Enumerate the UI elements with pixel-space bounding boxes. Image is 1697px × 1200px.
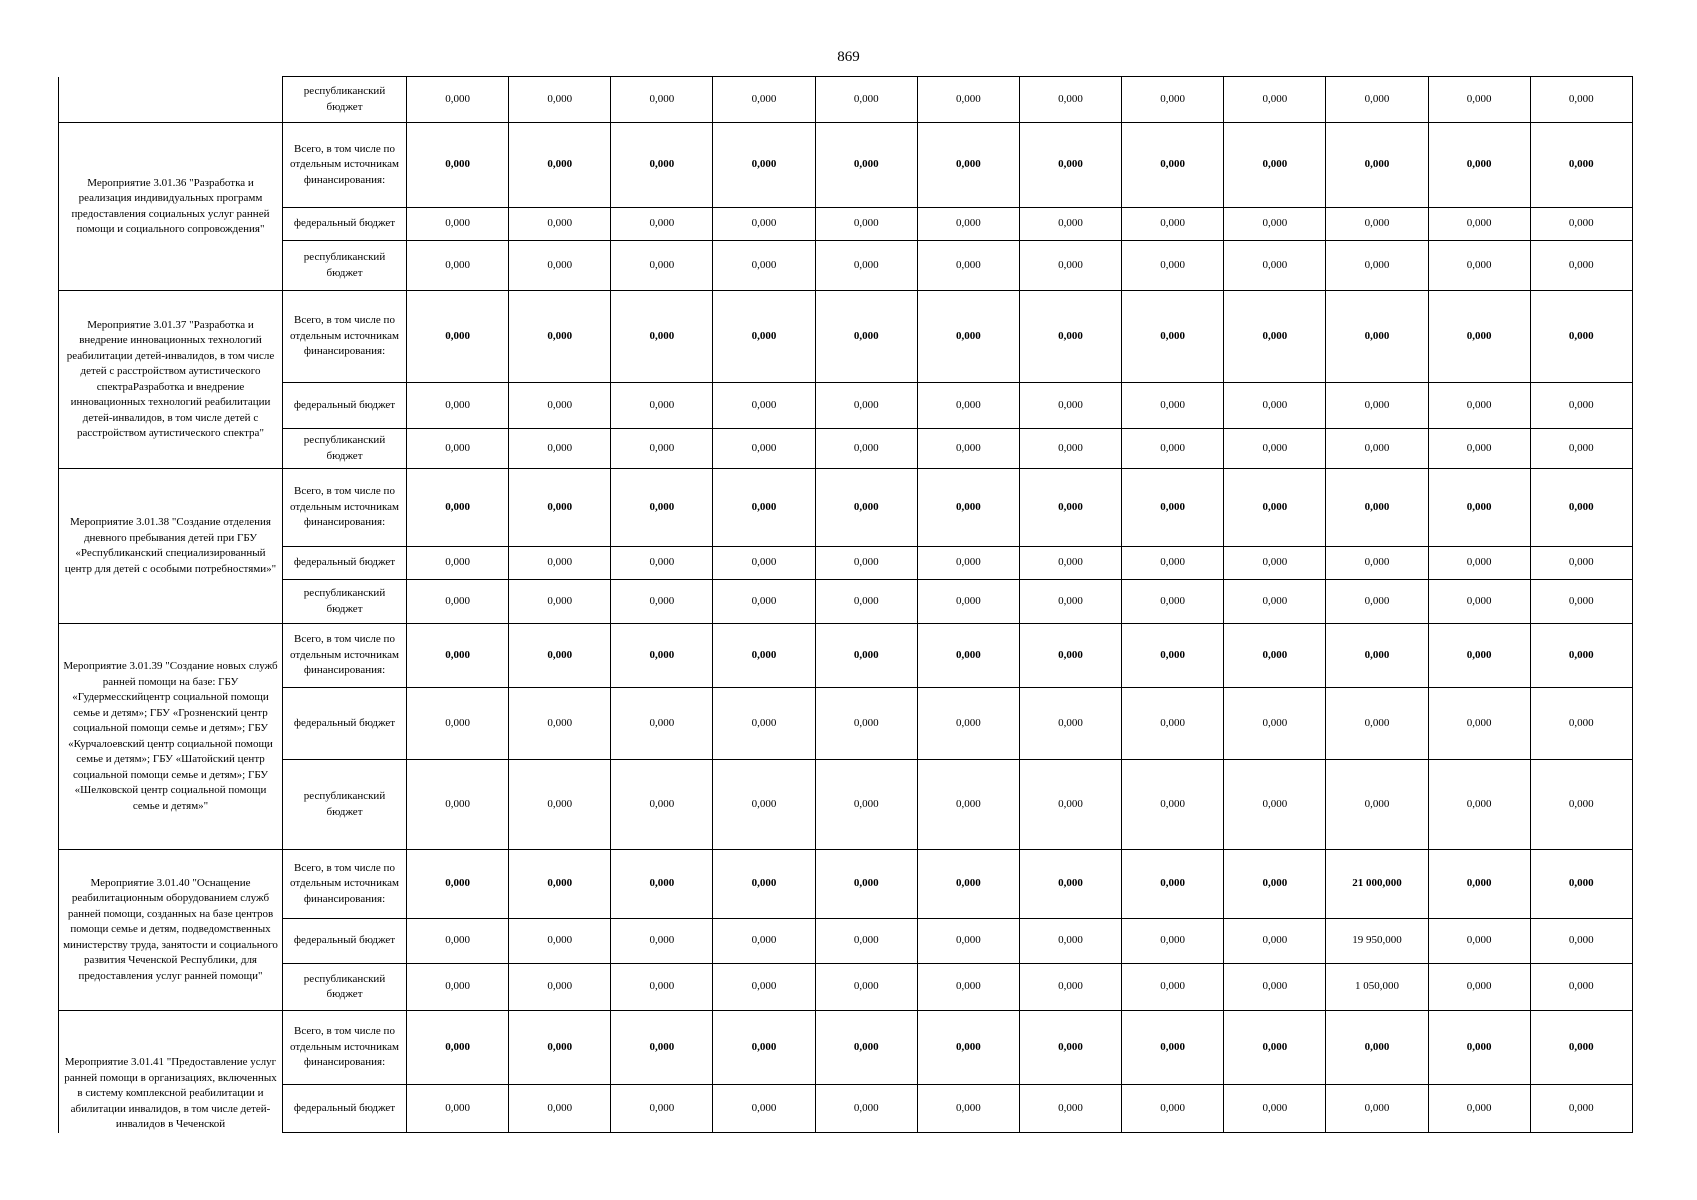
value-cell: 0,000	[611, 580, 713, 624]
value-cell: 0,000	[1019, 850, 1121, 919]
funding-source-cell: федеральный бюджет	[283, 919, 407, 964]
value-cell: 0,000	[713, 1011, 815, 1085]
value-cell: 0,000	[917, 429, 1019, 469]
value-cell: 0,000	[1019, 547, 1121, 580]
table-row	[59, 1011, 1633, 1085]
funding-source-cell: федеральный бюджет	[283, 383, 407, 429]
value-cell: 0,000	[509, 688, 611, 760]
value-cell: 0,000	[407, 580, 509, 624]
value-cell: 0,000	[1122, 123, 1224, 208]
value-cell: 0,000	[1428, 688, 1530, 760]
value-cell: 0,000	[1224, 760, 1326, 850]
funding-source-cell: Всего, в том числе по отдельным источникам финансирования:	[283, 850, 407, 919]
value-cell: 0,000	[611, 291, 713, 383]
value-cell: 0,000	[1530, 383, 1632, 429]
value-cell: 0,000	[815, 919, 917, 964]
value-cell: 0,000	[1530, 964, 1632, 1011]
value-cell: 0,000	[1428, 429, 1530, 469]
value-cell: 0,000	[1224, 919, 1326, 964]
value-cell: 0,000	[1530, 77, 1632, 123]
value-cell: 0,000	[917, 1011, 1019, 1085]
table-row	[59, 580, 1633, 624]
funding-source-cell: федеральный бюджет	[283, 1085, 407, 1133]
value-cell: 0,000	[611, 241, 713, 291]
value-cell: 0,000	[1019, 964, 1121, 1011]
value-cell: 0,000	[509, 429, 611, 469]
value-cell: 0,000	[1530, 208, 1632, 241]
funding-source-cell: Всего, в том числе по отдельным источникам финансирования:	[283, 469, 407, 547]
value-cell: 0,000	[713, 547, 815, 580]
value-cell: 0,000	[509, 77, 611, 123]
table-row	[59, 469, 1633, 547]
value-cell: 0,000	[1122, 77, 1224, 123]
value-cell: 0,000	[1326, 1085, 1428, 1133]
value-cell: 0,000	[611, 429, 713, 469]
value-cell: 0,000	[1019, 580, 1121, 624]
value-cell: 0,000	[1224, 291, 1326, 383]
value-cell: 0,000	[1326, 123, 1428, 208]
value-cell: 0,000	[1122, 241, 1224, 291]
value-cell: 0,000	[1530, 1011, 1632, 1085]
value-cell: 0,000	[509, 919, 611, 964]
value-cell: 0,000	[1530, 624, 1632, 688]
funding-source-cell: республиканский бюджет	[283, 760, 407, 850]
value-cell: 0,000	[1122, 291, 1224, 383]
value-cell: 0,000	[1224, 1085, 1326, 1133]
funding-source-cell: Всего, в том числе по отдельным источникам финансирования:	[283, 624, 407, 688]
value-cell: 0,000	[1530, 760, 1632, 850]
value-cell: 0,000	[1326, 1011, 1428, 1085]
value-cell: 0,000	[815, 123, 917, 208]
value-cell: 0,000	[713, 291, 815, 383]
value-cell: 0,000	[713, 580, 815, 624]
value-cell: 0,000	[1428, 1085, 1530, 1133]
table-row	[59, 208, 1633, 241]
table-row	[59, 291, 1633, 383]
value-cell: 0,000	[1326, 469, 1428, 547]
funding-source-cell: федеральный бюджет	[283, 688, 407, 760]
value-cell: 0,000	[713, 241, 815, 291]
value-cell: 0,000	[1428, 919, 1530, 964]
value-cell: 0,000	[509, 241, 611, 291]
value-cell: 0,000	[815, 688, 917, 760]
value-cell: 0,000	[1224, 688, 1326, 760]
value-cell: 0,000	[1326, 241, 1428, 291]
event-name-cell: Мероприятие 3.01.39 "Создание новых служб ранней помощи на базе: ГБУ «Гудермесскийцентр социальной помощи семье и детям»; ГБУ «Грозненский центр социальной помощи семье и детям»; ГБУ «Курчалоевский центр социальной помощи семье и детям»; ГБУ «Шатойский центр социальной помощи семье и детям»; ГБУ «Шелковской центр социальной помощи семье и детям»"	[59, 624, 283, 850]
budget-table-container	[58, 76, 1632, 1130]
table-row	[59, 760, 1633, 850]
value-cell: 0,000	[1019, 291, 1121, 383]
value-cell: 0,000	[1224, 547, 1326, 580]
value-cell: 0,000	[917, 688, 1019, 760]
value-cell: 0,000	[611, 850, 713, 919]
value-cell: 0,000	[1019, 919, 1121, 964]
value-cell: 0,000	[917, 241, 1019, 291]
table-row	[59, 383, 1633, 429]
value-cell: 0,000	[1224, 383, 1326, 429]
value-cell: 0,000	[509, 469, 611, 547]
value-cell: 0,000	[407, 1085, 509, 1133]
value-cell: 0,000	[1428, 208, 1530, 241]
value-cell: 0,000	[407, 850, 509, 919]
value-cell: 0,000	[1122, 964, 1224, 1011]
value-cell: 0,000	[917, 291, 1019, 383]
value-cell: 0,000	[713, 1085, 815, 1133]
value-cell: 0,000	[917, 850, 1019, 919]
value-cell: 0,000	[1428, 1011, 1530, 1085]
value-cell: 0,000	[509, 760, 611, 850]
value-cell: 0,000	[1019, 760, 1121, 850]
value-cell: 0,000	[713, 123, 815, 208]
value-cell: 0,000	[917, 964, 1019, 1011]
value-cell: 0,000	[509, 624, 611, 688]
page-number: 869	[837, 49, 860, 65]
value-cell: 0,000	[1122, 624, 1224, 688]
value-cell: 0,000	[1224, 850, 1326, 919]
table-row	[59, 123, 1633, 208]
value-cell: 0,000	[713, 760, 815, 850]
value-cell: 0,000	[407, 624, 509, 688]
value-cell: 0,000	[1019, 429, 1121, 469]
value-cell: 0,000	[917, 580, 1019, 624]
value-cell: 0,000	[815, 580, 917, 624]
table-row	[59, 547, 1633, 580]
event-name-cell: Мероприятие 3.01.41 "Предоставление услуг ранней помощи в организациях, включенных в систему комплексной реабилитации и абилитации инвалидов, в том числе детей-инвалидов в Чеченской	[59, 1011, 283, 1133]
value-cell: 0,000	[1428, 624, 1530, 688]
value-cell: 0,000	[1530, 919, 1632, 964]
value-cell: 0,000	[611, 469, 713, 547]
value-cell: 0,000	[917, 77, 1019, 123]
value-cell: 0,000	[509, 964, 611, 1011]
event-name-cell: Мероприятие 3.01.40 "Оснащение реабилитационным оборудованием служб ранней помощи, созданных на базе центров помощи семье и детям, подведомственных министерству труда, занятости и социального развития Чеченской Республики, для предоставления услуг ранней помощи"	[59, 850, 283, 1011]
value-cell: 0,000	[407, 760, 509, 850]
value-cell: 19 950,000	[1326, 919, 1428, 964]
value-cell: 0,000	[1224, 123, 1326, 208]
value-cell: 0,000	[1019, 688, 1121, 760]
value-cell: 0,000	[1428, 383, 1530, 429]
value-cell: 0,000	[1326, 291, 1428, 383]
value-cell: 0,000	[1122, 547, 1224, 580]
value-cell: 0,000	[815, 291, 917, 383]
value-cell: 0,000	[1019, 383, 1121, 429]
value-cell: 0,000	[1428, 760, 1530, 850]
event-name-cell: Мероприятие 3.01.37 "Разработка и внедрение инновационных технологий реабилитации детей-инвалидов, в том числе детей с расстройством аутистического спектраРазработка и внедрение инновационных технологий реабилитации детей-инвалидов, в том числе детей с расстройством аутистического спектра"	[59, 291, 283, 469]
value-cell: 0,000	[1122, 429, 1224, 469]
value-cell: 0,000	[917, 1085, 1019, 1133]
value-cell: 0,000	[1326, 547, 1428, 580]
value-cell: 0,000	[1530, 1085, 1632, 1133]
value-cell: 0,000	[1428, 241, 1530, 291]
value-cell: 0,000	[815, 469, 917, 547]
value-cell: 0,000	[407, 241, 509, 291]
value-cell: 0,000	[917, 469, 1019, 547]
funding-source-cell: федеральный бюджет	[283, 547, 407, 580]
value-cell: 0,000	[713, 383, 815, 429]
value-cell: 1 050,000	[1326, 964, 1428, 1011]
value-cell: 0,000	[815, 547, 917, 580]
funding-source-cell: республиканский бюджет	[283, 77, 407, 123]
value-cell: 0,000	[1428, 964, 1530, 1011]
value-cell: 0,000	[611, 383, 713, 429]
value-cell: 0,000	[815, 241, 917, 291]
value-cell: 0,000	[1530, 688, 1632, 760]
value-cell: 0,000	[611, 123, 713, 208]
value-cell: 0,000	[1224, 77, 1326, 123]
value-cell: 0,000	[917, 208, 1019, 241]
value-cell: 0,000	[1019, 1085, 1121, 1133]
value-cell: 0,000	[1122, 580, 1224, 624]
value-cell: 0,000	[1428, 850, 1530, 919]
value-cell: 0,000	[1428, 580, 1530, 624]
value-cell: 0,000	[1224, 580, 1326, 624]
value-cell: 0,000	[407, 469, 509, 547]
value-cell: 0,000	[1530, 469, 1632, 547]
value-cell: 0,000	[1530, 850, 1632, 919]
value-cell: 0,000	[1428, 469, 1530, 547]
value-cell: 0,000	[1224, 1011, 1326, 1085]
event-name-cell: Мероприятие 3.01.36 "Разработка и реализация индивидуальных программ предоставления социальных услуг ранней помощи и социального сопровождения"	[59, 123, 283, 291]
value-cell: 0,000	[1122, 469, 1224, 547]
funding-source-cell: Всего, в том числе по отдельным источникам финансирования:	[283, 291, 407, 383]
funding-source-cell: Всего, в том числе по отдельным источникам финансирования:	[283, 123, 407, 208]
value-cell: 0,000	[815, 1085, 917, 1133]
value-cell: 0,000	[713, 964, 815, 1011]
value-cell: 0,000	[611, 1011, 713, 1085]
value-cell: 0,000	[917, 760, 1019, 850]
value-cell: 0,000	[1019, 123, 1121, 208]
value-cell: 0,000	[611, 624, 713, 688]
event-name-cell	[59, 77, 283, 123]
value-cell: 0,000	[713, 624, 815, 688]
value-cell: 0,000	[917, 383, 1019, 429]
value-cell: 0,000	[407, 123, 509, 208]
value-cell: 0,000	[713, 208, 815, 241]
value-cell: 0,000	[1326, 208, 1428, 241]
value-cell: 0,000	[917, 123, 1019, 208]
value-cell: 0,000	[407, 383, 509, 429]
value-cell: 0,000	[1122, 850, 1224, 919]
value-cell: 0,000	[1326, 429, 1428, 469]
value-cell: 0,000	[407, 919, 509, 964]
value-cell: 0,000	[509, 123, 611, 208]
table-row	[59, 429, 1633, 469]
event-name-cell: Мероприятие 3.01.38 "Создание отделения дневного пребывания детей при ГБУ «Республиканский специализированный центр для детей с особыми потребностями»"	[59, 469, 283, 624]
table-row	[59, 919, 1633, 964]
value-cell: 0,000	[611, 208, 713, 241]
value-cell: 0,000	[1019, 241, 1121, 291]
value-cell: 0,000	[1224, 964, 1326, 1011]
funding-source-cell: Всего, в том числе по отдельным источникам финансирования:	[283, 1011, 407, 1085]
value-cell: 0,000	[1122, 688, 1224, 760]
value-cell: 0,000	[1326, 383, 1428, 429]
value-cell: 0,000	[407, 547, 509, 580]
value-cell: 0,000	[407, 77, 509, 123]
value-cell: 0,000	[713, 77, 815, 123]
value-cell: 0,000	[917, 547, 1019, 580]
value-cell: 0,000	[1122, 383, 1224, 429]
value-cell: 0,000	[1122, 1011, 1224, 1085]
value-cell: 0,000	[611, 760, 713, 850]
value-cell: 0,000	[815, 760, 917, 850]
value-cell: 0,000	[815, 964, 917, 1011]
table-row	[59, 241, 1633, 291]
funding-source-cell: республиканский бюджет	[283, 580, 407, 624]
value-cell: 0,000	[407, 208, 509, 241]
value-cell: 0,000	[815, 429, 917, 469]
funding-source-cell: республиканский бюджет	[283, 241, 407, 291]
value-cell: 0,000	[713, 469, 815, 547]
value-cell: 0,000	[509, 547, 611, 580]
value-cell: 0,000	[509, 291, 611, 383]
value-cell: 0,000	[1326, 760, 1428, 850]
table-row	[59, 624, 1633, 688]
table-row	[59, 688, 1633, 760]
value-cell: 0,000	[509, 580, 611, 624]
value-cell: 0,000	[713, 919, 815, 964]
value-cell: 0,000	[1019, 624, 1121, 688]
value-cell: 0,000	[611, 964, 713, 1011]
table-row	[59, 77, 1633, 123]
funding-source-cell: республиканский бюджет	[283, 964, 407, 1011]
value-cell: 0,000	[611, 919, 713, 964]
value-cell: 0,000	[1224, 469, 1326, 547]
value-cell: 0,000	[1326, 688, 1428, 760]
value-cell: 0,000	[1428, 291, 1530, 383]
value-cell: 0,000	[509, 1011, 611, 1085]
value-cell: 0,000	[1428, 123, 1530, 208]
table-row	[59, 964, 1633, 1011]
value-cell: 0,000	[1326, 624, 1428, 688]
value-cell: 0,000	[407, 688, 509, 760]
funding-source-cell: федеральный бюджет	[283, 208, 407, 241]
value-cell: 0,000	[1530, 580, 1632, 624]
value-cell: 0,000	[1019, 469, 1121, 547]
value-cell: 0,000	[1122, 208, 1224, 241]
table-row	[59, 1085, 1633, 1133]
funding-source-cell: республиканский бюджет	[283, 429, 407, 469]
value-cell: 0,000	[611, 1085, 713, 1133]
value-cell: 0,000	[917, 919, 1019, 964]
value-cell: 0,000	[407, 1011, 509, 1085]
value-cell: 0,000	[509, 850, 611, 919]
value-cell: 0,000	[1122, 919, 1224, 964]
value-cell: 0,000	[509, 1085, 611, 1133]
value-cell: 0,000	[407, 291, 509, 383]
value-cell: 0,000	[611, 547, 713, 580]
value-cell: 0,000	[815, 383, 917, 429]
value-cell: 0,000	[1530, 241, 1632, 291]
value-cell: 0,000	[1224, 241, 1326, 291]
value-cell: 0,000	[1428, 77, 1530, 123]
value-cell: 0,000	[509, 383, 611, 429]
value-cell: 0,000	[1530, 291, 1632, 383]
value-cell: 0,000	[1019, 208, 1121, 241]
value-cell: 21 000,000	[1326, 850, 1428, 919]
value-cell: 0,000	[1326, 77, 1428, 123]
value-cell: 0,000	[815, 850, 917, 919]
value-cell: 0,000	[611, 77, 713, 123]
value-cell: 0,000	[815, 208, 917, 241]
value-cell: 0,000	[1530, 123, 1632, 208]
value-cell: 0,000	[917, 624, 1019, 688]
value-cell: 0,000	[1122, 1085, 1224, 1133]
value-cell: 0,000	[611, 688, 713, 760]
value-cell: 0,000	[1530, 429, 1632, 469]
value-cell: 0,000	[1019, 1011, 1121, 1085]
value-cell: 0,000	[1224, 624, 1326, 688]
value-cell: 0,000	[509, 208, 611, 241]
value-cell: 0,000	[815, 1011, 917, 1085]
value-cell: 0,000	[815, 77, 917, 123]
value-cell: 0,000	[713, 850, 815, 919]
value-cell: 0,000	[1224, 429, 1326, 469]
value-cell: 0,000	[713, 429, 815, 469]
value-cell: 0,000	[713, 688, 815, 760]
value-cell: 0,000	[407, 429, 509, 469]
value-cell: 0,000	[1530, 547, 1632, 580]
value-cell: 0,000	[1224, 208, 1326, 241]
value-cell: 0,000	[1122, 760, 1224, 850]
value-cell: 0,000	[1326, 580, 1428, 624]
budget-table	[58, 76, 1633, 1133]
table-row	[59, 850, 1633, 919]
value-cell: 0,000	[1428, 547, 1530, 580]
value-cell: 0,000	[407, 964, 509, 1011]
value-cell: 0,000	[815, 624, 917, 688]
value-cell: 0,000	[1019, 77, 1121, 123]
